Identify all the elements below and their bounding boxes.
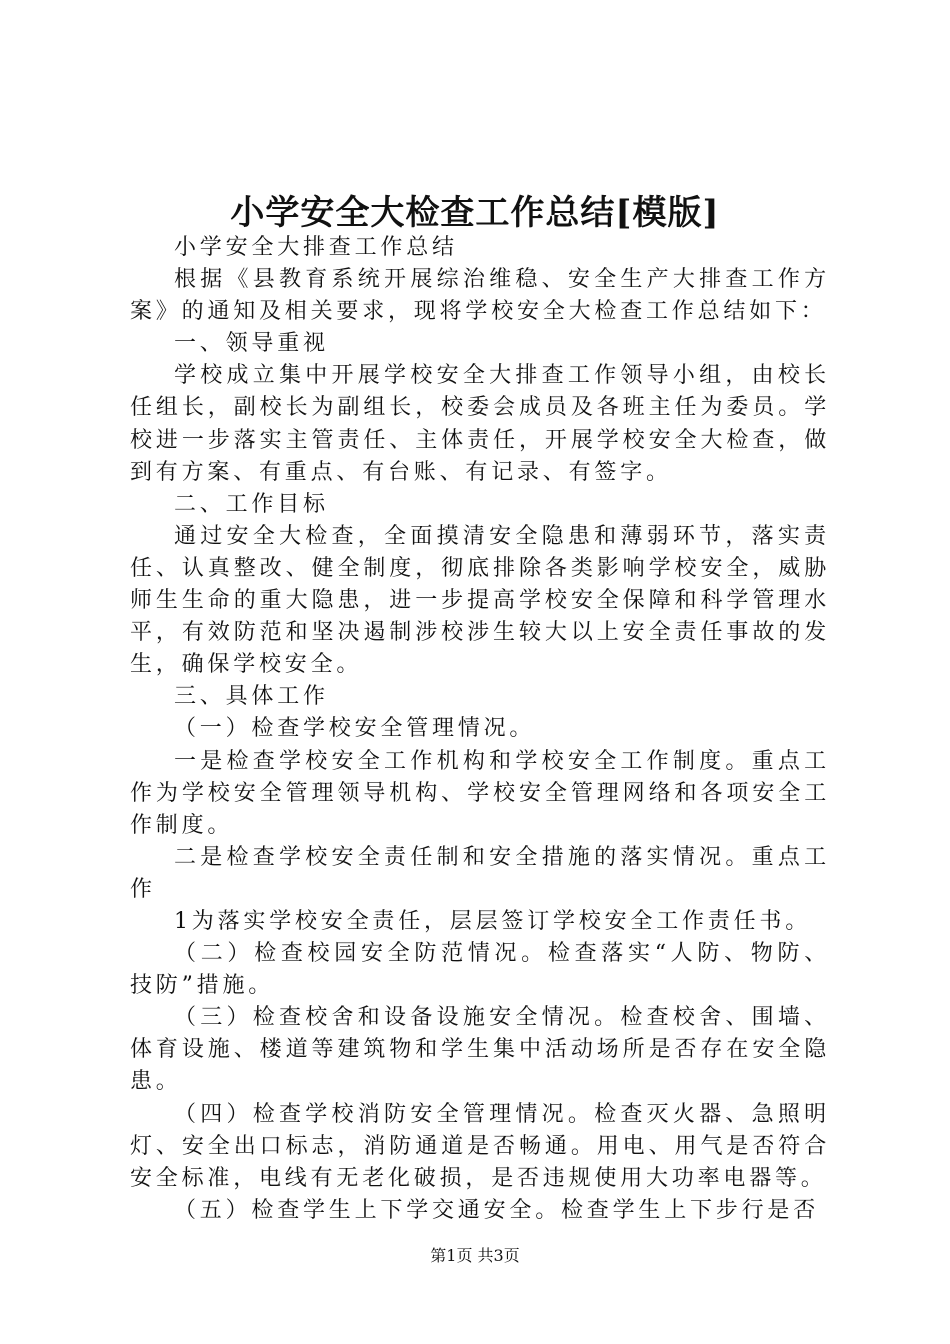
heading-work: 三、具体工作 bbox=[174, 684, 329, 710]
page-footer: 第1页 共3页 bbox=[430, 1246, 520, 1265]
paragraph-leadership: 学校成立集中开展学校安全大排查工作领导小组，由校长任组长，副校长为副组长，校委会成员及各班主任为委员。学校进一步落实主管责任、主体责任，开展学校安全大检查，做到有方案、有重点、有台账、有记录、有签字。 bbox=[130, 363, 830, 485]
paragraph-goals: 通过安全大检查，全面摸清安全隐患和薄弱环节，落实责任、认真整改、健全制度，彻底排除各类影响学校安全，威胁师生生命的重大隐患，进一步提高学校安全保障和科学管理水平，有效防范和坚决遏制涉校涉生较大以上安全责任事故的发生，确保学校安全。 bbox=[130, 523, 830, 678]
heading-goals: 二、工作目标 bbox=[174, 491, 329, 517]
paragraph-responsibility: 二是检查学校安全责任制和安全措施的落实情况。重点工作 bbox=[130, 844, 830, 902]
heading-leadership: 一、领导重视 bbox=[174, 331, 329, 357]
paragraph-campus-security: （二）检查校园安全防范情况。检查落实“人防、物防、技防”措施。 bbox=[130, 941, 830, 999]
document-body bbox=[130, 232, 830, 1227]
subheading-management: （一）检查学校安全管理情况。 bbox=[174, 716, 536, 742]
paragraph-subtitle: 小学安全大排查工作总结 bbox=[174, 235, 458, 260]
paragraph-facilities: （三）检查校舍和设备设施安全情况。检查校舍、围墙、体育设施、楼道等建筑物和学生集中活动场所是否存在安全隐患。 bbox=[130, 1005, 830, 1095]
paragraph-traffic: （五）检查学生上下学交通安全。检查学生上下步行是否 bbox=[174, 1197, 820, 1223]
document-title: 小学安全大检查工作总结[模版] bbox=[230, 193, 720, 233]
paragraph-institutions: 一是检查学校安全工作机构和学校安全工作制度。重点工作为学校安全管理领导机构、学校安全管理网络和各项安全工作制度。 bbox=[130, 748, 830, 838]
paragraph-intro: 根据《县教育系统开展综治维稳、安全生产大排查工作方案》的通知及相关要求，现将学校安全大检查工作总结如下： bbox=[130, 267, 830, 325]
paragraph-item-1: 1为落实学校安全责任，层层签订学校安全工作责任书。 bbox=[174, 908, 811, 934]
paragraph-fire-safety: （四）检查学校消防安全管理情况。检查灭火器、急照明灯、安全出口标志，消防通道是否畅通。用电、用气是否符合安全标准，电线有无老化破损，是否违规使用大功率电器等。 bbox=[130, 1101, 830, 1191]
